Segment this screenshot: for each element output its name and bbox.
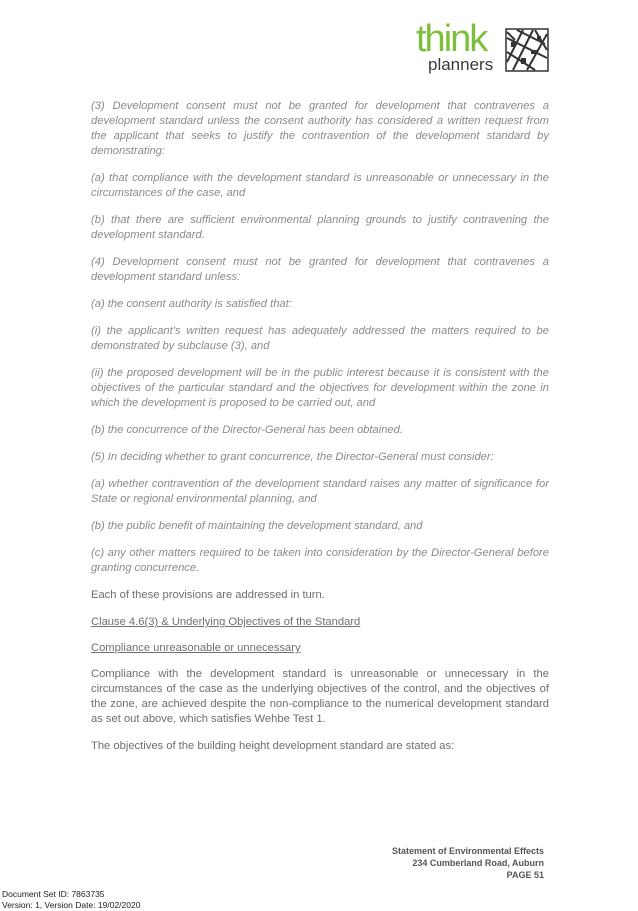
body-paragraph: Each of these provisions are addressed in turn. <box>91 589 325 601</box>
document-set-id: Document Set ID: 7863735 <box>2 889 105 899</box>
quote-clause-5b: (b) the public benefit of maintaining the development standard, and <box>91 520 423 532</box>
footer-address: 234 Cumberland Road, Auburn <box>412 858 544 868</box>
subsection-heading: Compliance unreasonable or unnecessary <box>91 642 301 654</box>
quote-clause-4a: (a) the consent authority is satisfied that: <box>91 298 292 310</box>
quote-clause-4a-i: (i) the applicant’s written request has adequately addressed the matters required to be demonstrated by subclause (3), and <box>91 325 549 352</box>
quote-clause-3b: (b) that there are sufficient environmental planning grounds to justify contravening the development standard. <box>91 214 549 241</box>
body-paragraph: Compliance with the development standard is unreasonable or unnecessary in the circumstances of the case as the underlying objectives of the control, and the objectives of the zone, are achieved despite the non-compliance to the numerical development standard as set out above, which satisfies Wehbe Test 1. <box>91 668 549 725</box>
quote-clause-5: (5) In deciding whether to grant concurrence, the Director-General must consider: <box>91 451 494 463</box>
logo-wordmark-think: think <box>416 18 487 60</box>
footer-doc-title: Statement of Environmental Effects <box>391 846 544 856</box>
logo-wordmark-planners: planners <box>428 55 494 74</box>
quote-clause-3a: (a) that compliance with the development standard is unreasonable or unnecessary in the circumstances of the case, and <box>91 172 549 199</box>
body-paragraph: The objectives of the building height development standard are stated as: <box>91 740 455 752</box>
logo-map-icon <box>505 28 549 72</box>
quote-clause-3: (3) Development consent must not be granted for development that contravenes a development standard unless the consent authority has considered a written request from the applicant that seeks to justify the contravention of the development standard by demonstrating: <box>91 100 549 157</box>
page-footer <box>392 845 544 881</box>
version-info: Version: 1, Version Date: 19/02/2020 <box>2 900 141 910</box>
think-planners-logo <box>412 18 552 78</box>
quote-clause-5a: (a) whether contravention of the development standard raises any matter of significance for State or regional environmental planning, and <box>91 478 549 505</box>
quote-clause-4: (4) Development consent must not be granted for development that contravenes a development standard unless: <box>91 256 549 283</box>
document-body <box>91 99 549 766</box>
quote-clause-4b: (b) the concurrence of the Director-General has been obtained. <box>91 424 403 436</box>
quote-clause-4a-ii: (ii) the proposed development will be in the public interest because it is consistent with the objectives of the particular standard and the objectives for development within the zone in which the development is proposed to be carried out, and <box>91 367 549 409</box>
section-heading: Clause 4.6(3) & Underlying Objectives of the Standard <box>91 616 361 628</box>
quote-clause-5c: (c) any other matters required to be taken into consideration by the Director-General before granting concurrence. <box>91 547 549 574</box>
page-number: PAGE 51 <box>506 870 544 880</box>
